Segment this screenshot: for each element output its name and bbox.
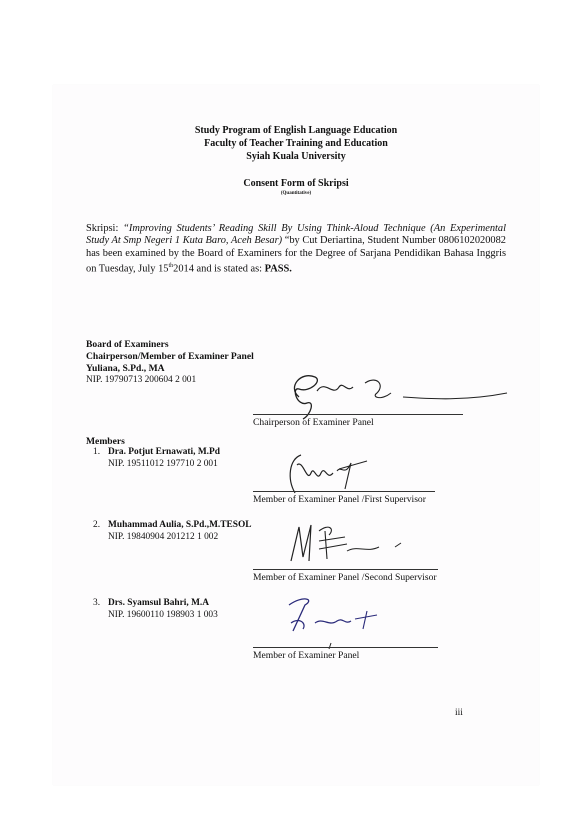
- exam-result: PASS.: [264, 263, 292, 275]
- members-heading: Members: [86, 436, 125, 447]
- member-signature-line: [253, 491, 435, 492]
- statement-lead: Skripsi:: [86, 223, 124, 234]
- chair-nip: NIP. 19790713 200604 2 001: [86, 375, 197, 385]
- member-signature-line: [253, 647, 438, 648]
- member-role: Member of Examiner Panel /First Supervisor: [253, 494, 426, 505]
- form-title: Consent Form of Skripsi: [243, 178, 349, 189]
- form-subtitle: (Quantitative): [280, 191, 312, 196]
- chair-name: Yuliana, S.Pd., MA: [86, 363, 165, 374]
- document-page: [53, 85, 539, 785]
- skripsi-title: “Improving Students’ Reading Skill By Using Think-Aloud Technique (An Experimental Study At Smp Negeri 1 Kuta Baro, Aceh Besar): [86, 223, 506, 247]
- board-heading: Board of Examiners: [86, 339, 169, 350]
- member-nip: NIP. 19840904 201212 1 002: [108, 532, 219, 542]
- member-nip: NIP. 19511012 197710 2 001: [108, 459, 218, 469]
- chair-heading: Chairperson/Member of Examiner Panel: [86, 351, 254, 362]
- member-number: 1.: [93, 447, 101, 457]
- member-name: Drs. Syamsul Bahri, M.A: [108, 598, 210, 608]
- university-name: Syiah Kuala University: [246, 151, 346, 162]
- statement-date-tail: 2014 and is stated as:: [173, 263, 265, 275]
- member-number: 2.: [93, 520, 101, 530]
- faculty-name: Faculty of Teacher Training and Education: [204, 138, 388, 149]
- member-number: 3.: [93, 598, 101, 608]
- member-name: Dra. Potjut Ernawati, M.Pd: [108, 447, 220, 457]
- page-number: iii: [455, 708, 463, 718]
- member-signature: [281, 593, 411, 655]
- member-role: Member of Examiner Panel /Second Supervisor: [253, 572, 437, 583]
- member-signature: [285, 517, 415, 567]
- member-signature-line: [253, 569, 438, 570]
- member-nip: NIP. 19600110 198903 1 003: [108, 610, 218, 620]
- statement-paragraph: [86, 223, 506, 276]
- member-signature: [281, 449, 381, 497]
- chair-role: Chairperson of Examiner Panel: [253, 417, 374, 428]
- member-role: Member of Examiner Panel: [253, 650, 360, 661]
- statement-body: “by Cut Deriartina, Student Number 0806102020082 has been examined by the Board of Examiners for the Degree of Sarjana Pendidikan Bahasa Inggris on Tuesday, July 15: [86, 235, 506, 275]
- date-superscript: th: [168, 263, 174, 270]
- program-name: Study Program of English Language Education: [194, 125, 398, 136]
- member-name: Muhammad Aulia, S.Pd.,M.TESOL: [108, 520, 252, 530]
- chair-signature-line: [253, 414, 463, 415]
